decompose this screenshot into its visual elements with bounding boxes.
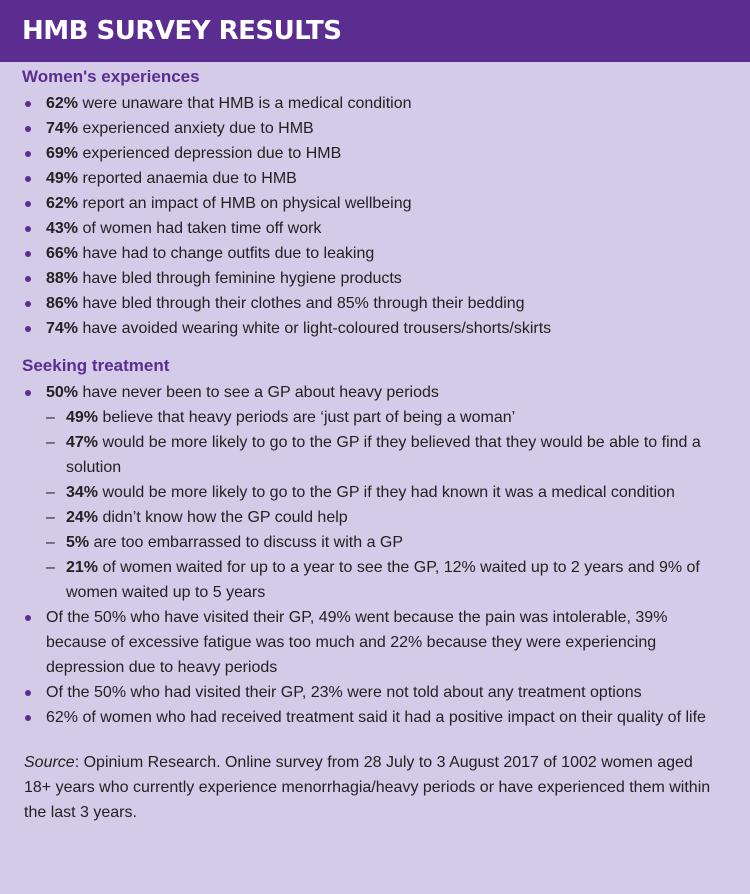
percentage: 69%: [46, 145, 79, 162]
percentage: 86%: [46, 295, 79, 312]
list-item: [22, 216, 728, 241]
item-text: have bled through feminine hygiene products: [78, 270, 402, 287]
item-text: have never been to see a GP about heavy periods: [78, 384, 439, 401]
percentage: 62%: [46, 195, 79, 212]
list-item: [22, 91, 728, 116]
list-item: [22, 241, 728, 266]
treatment-list: [22, 380, 728, 405]
item-text: didn’t know how the GP could help: [98, 509, 348, 526]
item-text: would be more likely to go to the GP if they believed that they would be able to find a solution: [66, 434, 701, 476]
bullet-icon: [25, 201, 31, 207]
percentage: 74%: [46, 120, 79, 137]
source-label: Source: [24, 754, 75, 771]
item-text: report an impact of HMB on physical wellbeing: [78, 195, 412, 212]
sub-list-item: [22, 505, 728, 530]
dash-marker: –: [46, 509, 55, 526]
percentage: 88%: [46, 270, 79, 287]
item-text: 62% of women who had received treatment said it had a positive impact on their quality of life: [46, 709, 706, 726]
list-item: [22, 166, 728, 191]
bullet-icon: [25, 276, 31, 282]
bullet-icon: [25, 176, 31, 182]
percentage: 49%: [46, 170, 79, 187]
percentage: 74%: [46, 320, 79, 337]
item-text: are too embarrassed to discuss it with a GP: [89, 534, 404, 551]
list-item: [22, 316, 728, 341]
percentage: 62%: [46, 95, 79, 112]
sub-list-item: [22, 480, 728, 505]
item-text: Of the 50% who had visited their GP, 23% were not told about any treatment options: [46, 684, 642, 701]
treatment-other-list: [22, 605, 728, 730]
bullet-icon: [25, 715, 31, 721]
content-area: [0, 62, 750, 825]
list-item: [22, 141, 728, 166]
percentage: 47%: [66, 434, 99, 451]
item-text: have avoided wearing white or light-coloured trousers/shorts/skirts: [78, 320, 552, 337]
item-text: would be more likely to go to the GP if they had known it was a medical condition: [98, 484, 675, 501]
percentage: 43%: [46, 220, 79, 237]
sub-list-item: [22, 430, 728, 480]
dash-marker: –: [46, 559, 55, 576]
list-item: [22, 380, 728, 405]
percentage: 5%: [66, 534, 90, 551]
list-item: [22, 680, 728, 705]
list-item: [22, 705, 728, 730]
item-text: have had to change outfits due to leaking: [78, 245, 375, 262]
dash-marker: –: [46, 484, 55, 501]
sub-list-item: [22, 405, 728, 430]
item-text: believe that heavy periods are ‘just part of being a woman’: [98, 409, 516, 426]
bullet-icon: [25, 101, 31, 107]
sub-list-item: [22, 530, 728, 555]
percentage: 21%: [66, 559, 99, 576]
percentage: 49%: [66, 409, 99, 426]
list-item: [22, 191, 728, 216]
bullet-icon: [25, 126, 31, 132]
page-title: HMB SURVEY RESULTS: [22, 16, 342, 46]
item-text: have bled through their clothes and 85% through their bedding: [78, 295, 525, 312]
bullet-icon: [25, 690, 31, 696]
bullet-icon: [25, 301, 31, 307]
bullet-icon: [25, 151, 31, 157]
section-heading-treatment: Seeking treatment: [22, 356, 170, 375]
section-heading-experiences: Women's experiences: [22, 67, 200, 86]
list-item: [22, 266, 728, 291]
dash-marker: –: [46, 409, 55, 426]
experiences-list: [22, 91, 728, 341]
sub-list-item: [22, 555, 728, 605]
bullet-icon: [25, 390, 31, 396]
item-text: Of the 50% who have visited their GP, 49% went because the pain was intolerable, 39% because of excessive fatigue was too much and 22% because they were experiencing depression due to heavy periods: [46, 609, 668, 676]
source-note: [22, 750, 728, 825]
dash-marker: –: [46, 434, 55, 451]
list-item: [22, 116, 728, 141]
item-text: of women had taken time off work: [78, 220, 322, 237]
bullet-icon: [25, 226, 31, 232]
source-text: : Opinium Research. Online survey from 28 July to 3 August 2017 of 1002 women aged 18+ years who currently experience menorrhagia/heavy periods or have experienced them within the last 3 years.: [24, 754, 711, 821]
dash-marker: –: [46, 534, 55, 551]
item-text: experienced anxiety due to HMB: [78, 120, 314, 137]
list-item: [22, 291, 728, 316]
item-text: of women waited for up to a year to see the GP, 12% waited up to 2 years and 9% of women waited up to 5 years: [66, 559, 700, 601]
percentage: 50%: [46, 384, 79, 401]
list-item: [22, 605, 728, 680]
bullet-icon: [25, 615, 31, 621]
percentage: 24%: [66, 509, 99, 526]
title-banner: [0, 0, 750, 62]
treatment-sublist: [22, 405, 728, 605]
percentage: 34%: [66, 484, 99, 501]
item-text: reported anaemia due to HMB: [78, 170, 297, 187]
bullet-icon: [25, 326, 31, 332]
bullet-icon: [25, 251, 31, 257]
item-text: were unaware that HMB is a medical condition: [78, 95, 412, 112]
item-text: experienced depression due to HMB: [78, 145, 342, 162]
percentage: 66%: [46, 245, 79, 262]
